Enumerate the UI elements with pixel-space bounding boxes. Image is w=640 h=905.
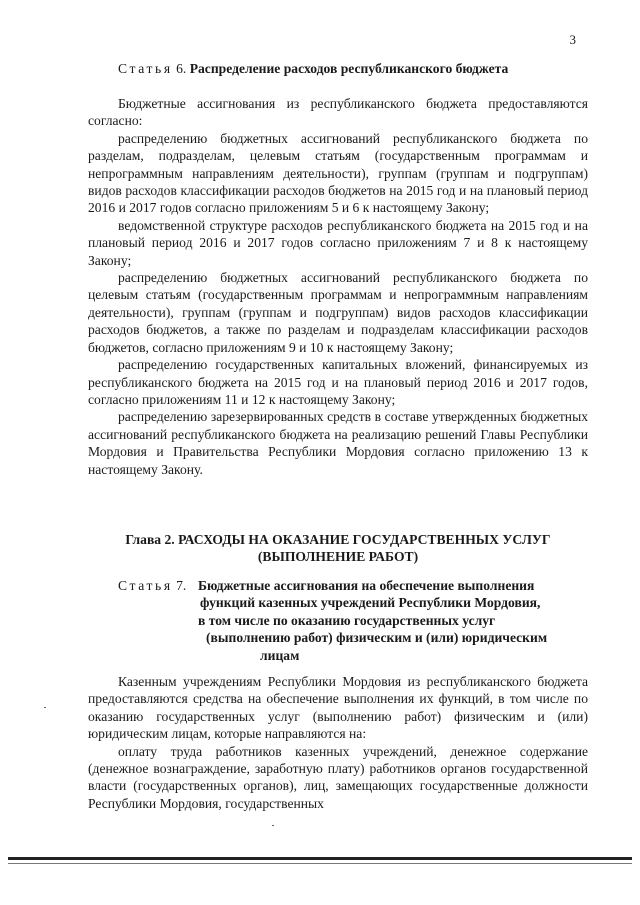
article-7-title bbox=[198, 577, 598, 664]
chapter-2-heading bbox=[88, 531, 588, 566]
article-7-title-line-4: (выполнению работ) физическим и (или) юридическим bbox=[206, 630, 548, 646]
article-6-intro: Бюджетные ассигнования из республиканского бюджета предоставляются согласно: bbox=[88, 96, 588, 129]
article-6-label: Статья bbox=[118, 61, 173, 76]
article-6-item-4: распределению государственных капитальных вложений, финансируемых из республиканского бюджета на 2015 год и на плановый период 2016 и 2017 годов, согласно приложениям 11 и 12 к настоящему Закону; bbox=[88, 357, 588, 407]
article-7-number: 7. bbox=[176, 578, 187, 593]
article-7-intro: Казенным учреждениям Республики Мордовия из республиканского бюджета предоставляются средства на обеспечение выполнения их функций, в том числе по оказанию государственных услуг (выполнению работ) физическим и (или) юридическим лицам, которые направляются на: bbox=[88, 674, 588, 742]
article-6-item-2: ведомственной структуре расходов республиканского бюджета на 2015 год и на плановый период 2016 и 2017 годов согласно приложениям 7 и 8 к настоящему Закону; bbox=[88, 217, 588, 268]
article-6-item-5: распределению зарезервированных средств в составе утвержденных бюджетных ассигнований республиканского бюджета на реализацию решений Главы Республики Мордовия и Правительства Республики Мордовия согласно приложению 13 к настоящему Закону. bbox=[88, 409, 588, 477]
article-7-item-1: оплату труда работников казенных учреждений, денежное содержание (денежное вознаграждение, заработную плату) работников органов государственной власти (государственных органов), лиц, замещающих государственные должности Республики Мордовия, государственных bbox=[88, 743, 588, 811]
article-7-title-line-3: в том числе по оказанию государственных услуг bbox=[198, 612, 496, 628]
article-7-label-block bbox=[118, 577, 186, 594]
chapter-2-title-line-1: Глава 2. РАСХОДЫ НА ОКАЗАНИЕ ГОСУДАРСТВЕННЫХ УСЛУГ bbox=[125, 532, 551, 547]
footer-rule bbox=[8, 857, 632, 860]
article-7-body bbox=[88, 673, 588, 812]
article-6-heading bbox=[118, 60, 508, 77]
article-6-body bbox=[88, 95, 588, 478]
scan-speck bbox=[44, 707, 46, 708]
article-6-item-1: распределению бюджетных ассигнований республиканского бюджета по разделам, подразделам, целевым статьям (государственным программам и непрограммным направлениям деятельности), группам (группам и подгруппам) видов расходов классификации расходов бюджетов на 2015 год и на плановый период 2016 и 2017 годов согласно приложениям 5 и 6 к настоящему Закону; bbox=[88, 130, 588, 216]
scan-speck bbox=[272, 825, 274, 826]
article-6-item-3: распределению бюджетных ассигнований республиканского бюджета по целевым статьям (государственным программам и непрограммным направлениям деятельности), группам (группам и подгруппам) видов расходов классификации расходов бюджетов, а также по разделам и подразделам классификации расходов бюджетов, согласно приложениям 9 и 10 к настоящему Закону; bbox=[88, 270, 588, 355]
footer-rule-thin bbox=[8, 863, 632, 864]
article-7-title-line-2: функций казенных учреждений Республики Мордовия, bbox=[200, 595, 541, 611]
article-6-title: Распределение расходов республиканского бюджета bbox=[189, 61, 509, 76]
page-number: 3 bbox=[569, 32, 576, 47]
chapter-2-title-line-2: (ВЫПОЛНЕНИЕ РАБОТ) bbox=[257, 549, 419, 565]
article-7-title-line-5: лицам bbox=[260, 647, 300, 663]
article-7-label: Статья bbox=[118, 578, 173, 593]
article-6-number: 6. bbox=[176, 61, 187, 76]
article-7-title-line-1: Бюджетные ассигнования на обеспечение выполнения bbox=[198, 578, 535, 593]
